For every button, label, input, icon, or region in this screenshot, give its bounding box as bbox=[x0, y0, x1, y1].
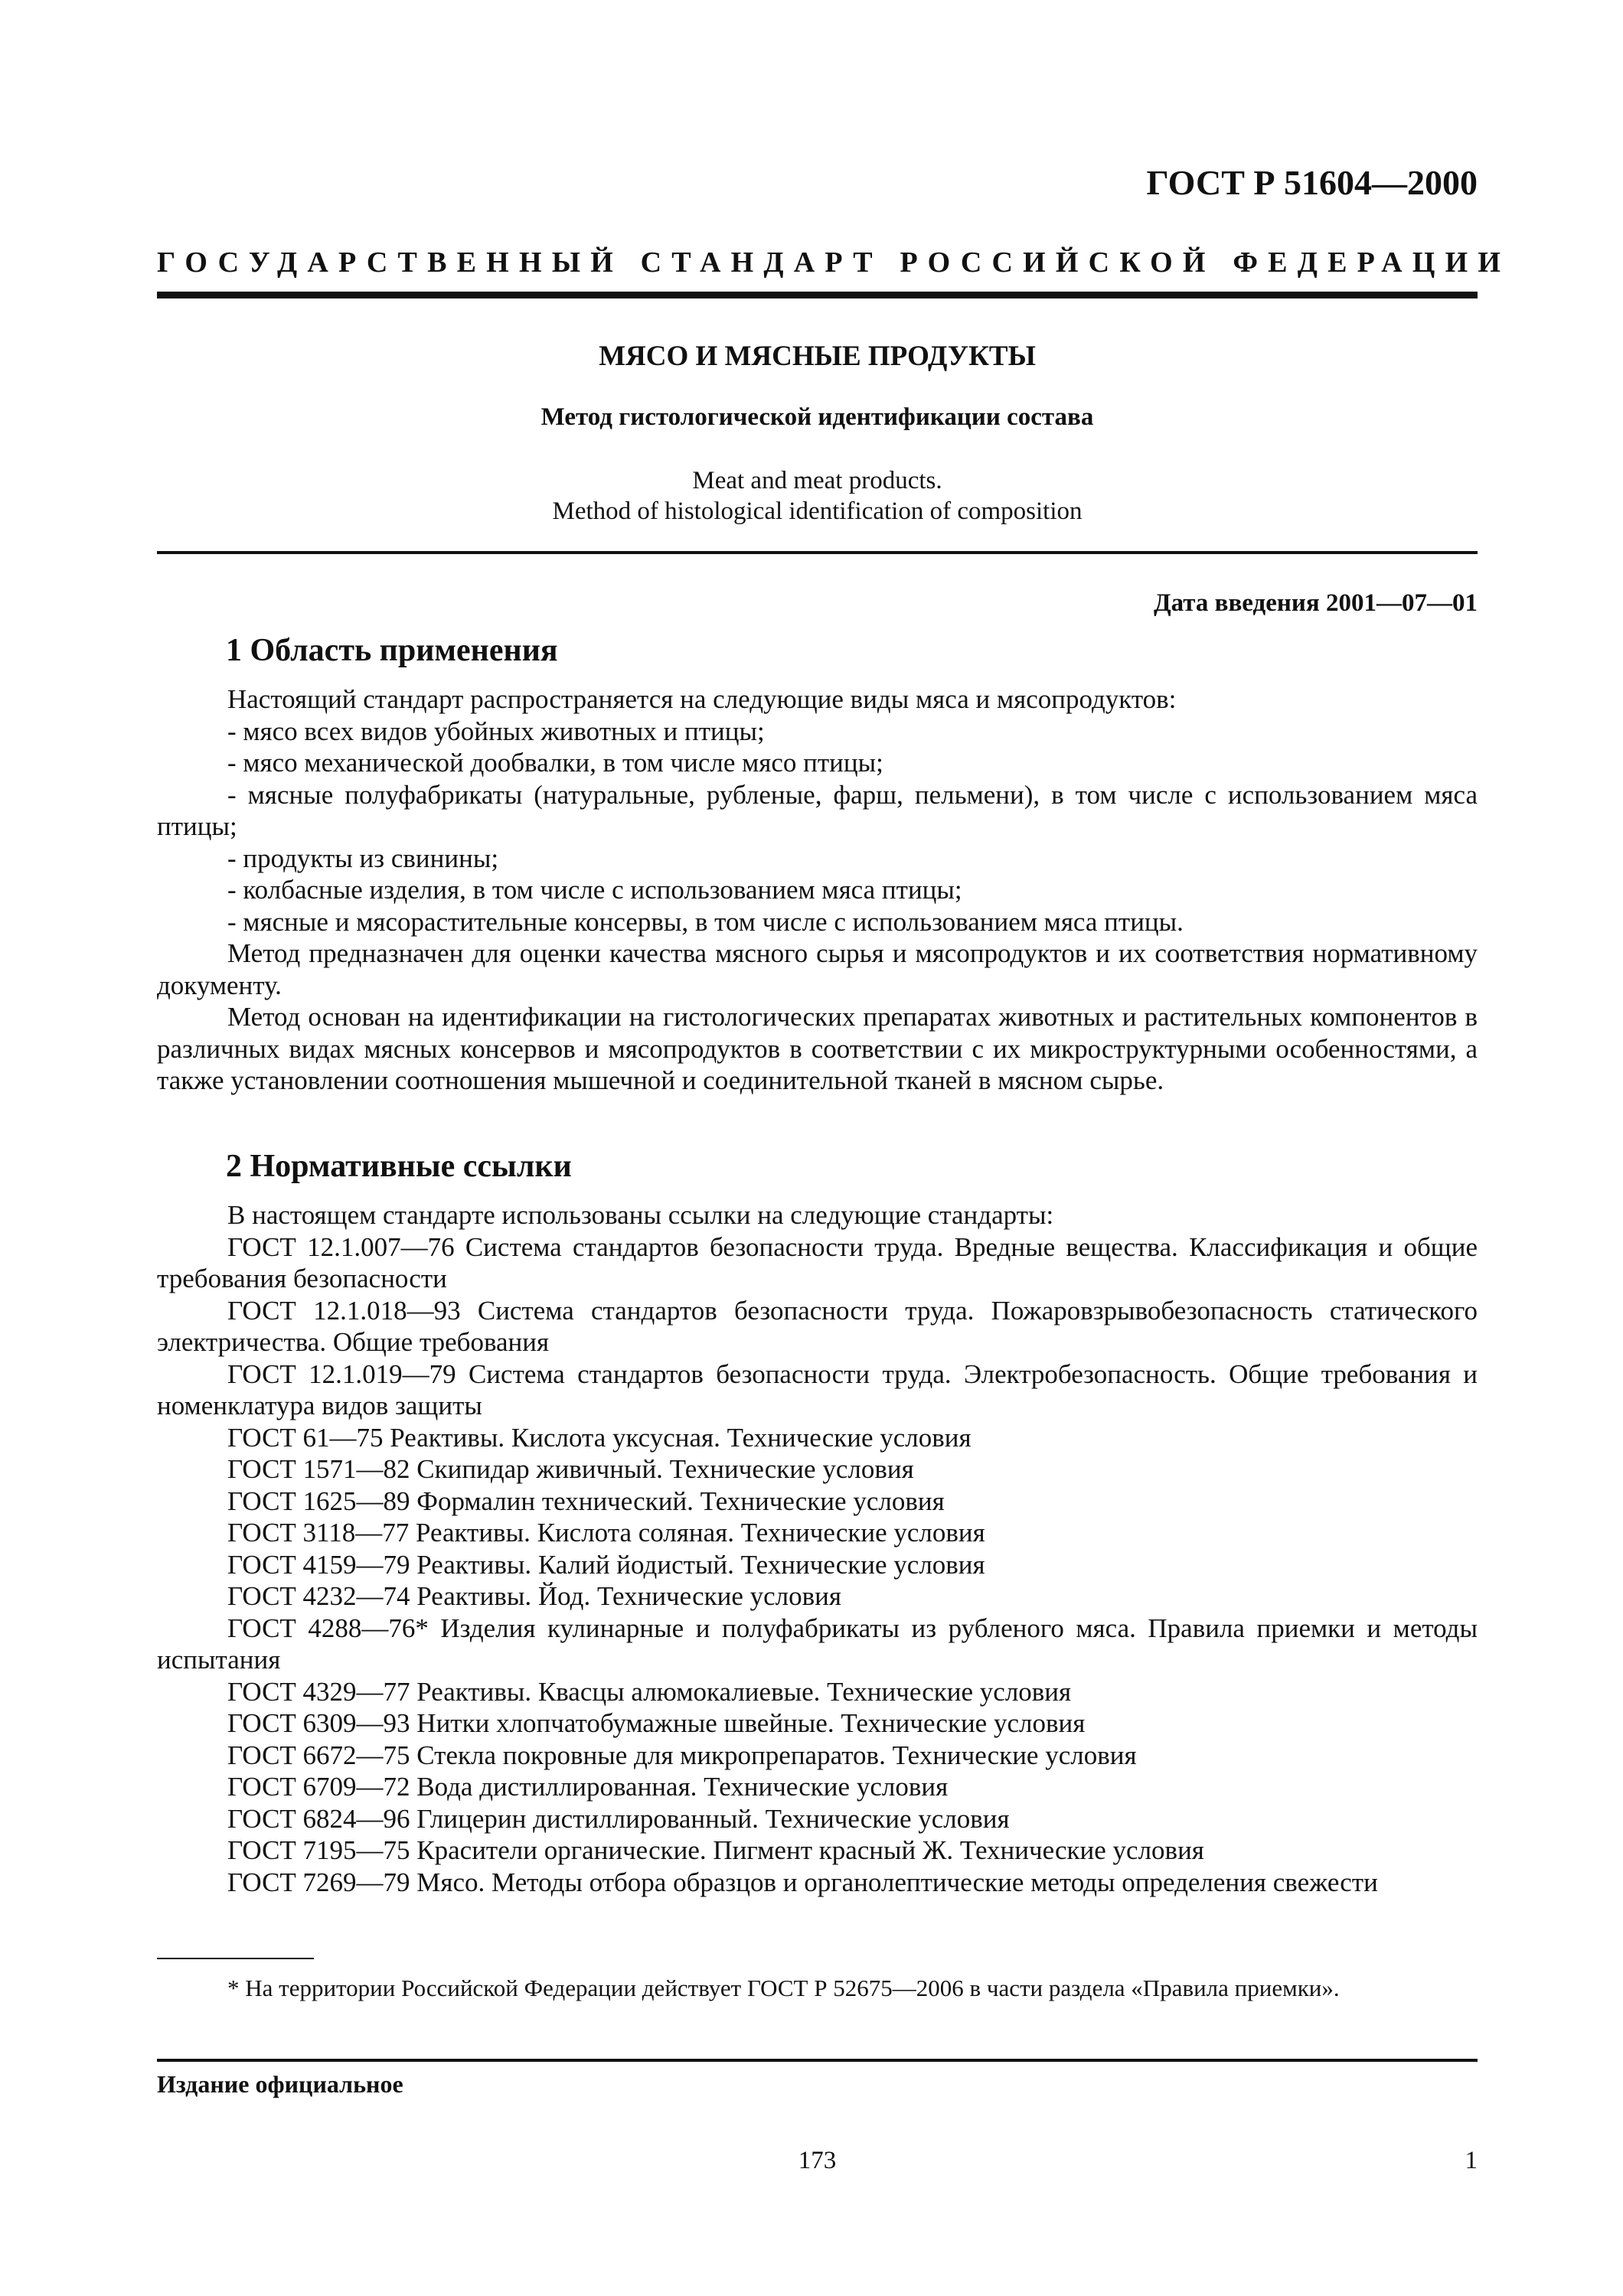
list-item: - мясо механической дообвалки, в том числе мясо птицы; bbox=[227, 748, 883, 778]
list-item: - колбасные изделия, в том числе с использованием мяса птицы; bbox=[227, 875, 962, 905]
reference-item: ГОСТ 6672—75 Стекла покровные для микропрепаратов. Технические условия bbox=[227, 1740, 1137, 1770]
paragraph: Настоящий стандарт распространяется на следующие виды мяса и мясопродуктов: bbox=[227, 684, 1177, 714]
reference-item: ГОСТ 6824—96 Глицерин дистиллированный. Технические условия bbox=[227, 1803, 1010, 1834]
paragraph: В настоящем стандарте использованы ссылки на следующие стандарты: bbox=[227, 1200, 1054, 1230]
reference-item: ГОСТ 12.1.018—93 Система стандартов безопасности труда. Пожаровзрывобезопасность статического электричества. Общие требования bbox=[157, 1295, 1478, 1357]
paragraph: Метод предназначен для оценки качества мясного сырья и мясопродуктов и их соответствия нормативному документу. bbox=[157, 938, 1478, 1000]
reference-item: ГОСТ 6709—72 Вода дистиллированная. Технические условия bbox=[227, 1772, 949, 1802]
english-title-line: Meat and meat products. bbox=[692, 467, 942, 494]
page-sequence-number: 1 bbox=[1465, 2147, 1478, 2174]
reference-item: ГОСТ 4329—77 Реактивы. Квасцы алюмокалиевые. Технические условия bbox=[227, 1676, 1072, 1707]
standard-type-heading: ГОСУДАРСТВЕННЫЙ СТАНДАРТ РОССИЙСКОЙ ФЕДЕРАЦИИ bbox=[157, 246, 1511, 279]
reference-item: ГОСТ 7269—79 Мясо. Методы отбора образцов и органолептические методы определения свежести bbox=[227, 1867, 1378, 1897]
footnote: * На территории Российской Федерации действует ГОСТ Р 52675—2006 в части раздела «Правила приемки». bbox=[227, 1975, 1340, 2001]
reference-item: ГОСТ 4288—76* Изделия кулинарные и полуфабрикаты из рубленого мяса. Правила приемки и методы испытания bbox=[157, 1613, 1478, 1675]
section-heading-references: 2 Нормативные ссылки bbox=[226, 1149, 572, 1184]
reference-item: ГОСТ 1625—89 Формалин технический. Технические условия bbox=[227, 1486, 945, 1516]
section-scope-body bbox=[157, 683, 1478, 1097]
page-number: 173 bbox=[798, 2147, 837, 2174]
reference-item: ГОСТ 12.1.019—79 Система стандартов безопасности труда. Электробезопасность. Общие требования и номенклатура видов защиты bbox=[157, 1358, 1478, 1420]
footer-rule bbox=[157, 2059, 1478, 2062]
document-number: ГОСТ Р 51604—2000 bbox=[1146, 163, 1478, 202]
english-title bbox=[157, 465, 1478, 527]
reference-item: ГОСТ 1571—82 Скипидар живичный. Технические условия bbox=[227, 1454, 914, 1484]
paragraph: Метод основан на идентификации на гистологических препаратах животных и растительных компонентов в различных видах мясных консервов и мясопродуктов в соответствии с их микроструктурными особенностями, а также установлении соотношения мышечной и соединительной тканей в мясном сырье. bbox=[157, 1002, 1478, 1095]
edition-label: Издание официальное bbox=[157, 2070, 403, 2098]
document-subtitle: Метод гистологической идентификации состава bbox=[540, 403, 1094, 431]
list-item: - продукты из свинины; bbox=[227, 843, 499, 873]
reference-item: ГОСТ 7195—75 Красители органические. Пигмент красный Ж. Технические условия bbox=[227, 1835, 1204, 1865]
document-title: МЯСО И МЯСНЫЕ ПРОДУКТЫ bbox=[599, 341, 1036, 372]
section-references-body bbox=[157, 1199, 1478, 1898]
list-item: - мясо всех видов убойных животных и птицы; bbox=[227, 716, 765, 746]
footnote-separator bbox=[157, 1958, 314, 1959]
list-item: - мясные полуфабрикаты (натуральные, рубленые, фарш, пельмени), в том числе с использованием мяса птицы; bbox=[157, 779, 1478, 841]
list-item: - мясные и мясорастительные консервы, в том числе с использованием мяса птицы. bbox=[227, 906, 1184, 937]
english-title-line: Method of histological identification of composition bbox=[552, 497, 1083, 525]
section-heading-scope: 1 Область применения bbox=[226, 633, 558, 668]
reference-item: ГОСТ 4159—79 Реактивы. Калий йодистый. Технические условия bbox=[227, 1549, 985, 1580]
introduction-date: Дата введения 2001—07—01 bbox=[1153, 589, 1478, 617]
title-rule bbox=[157, 551, 1478, 554]
reference-item: ГОСТ 12.1.007—76 Система стандартов безопасности труда. Вредные вещества. Классификация и общие требования безопасности bbox=[157, 1231, 1478, 1293]
reference-item: ГОСТ 3118—77 Реактивы. Кислота соляная. Технические условия bbox=[227, 1518, 985, 1548]
reference-item: ГОСТ 61—75 Реактивы. Кислота уксусная. Технические условия bbox=[227, 1422, 972, 1453]
header-rule bbox=[157, 292, 1478, 298]
reference-item: ГОСТ 6309—93 Нитки хлопчатобумажные швейные. Технические условия bbox=[227, 1708, 1086, 1738]
reference-item: ГОСТ 4232—74 Реактивы. Йод. Технические условия bbox=[227, 1581, 841, 1611]
